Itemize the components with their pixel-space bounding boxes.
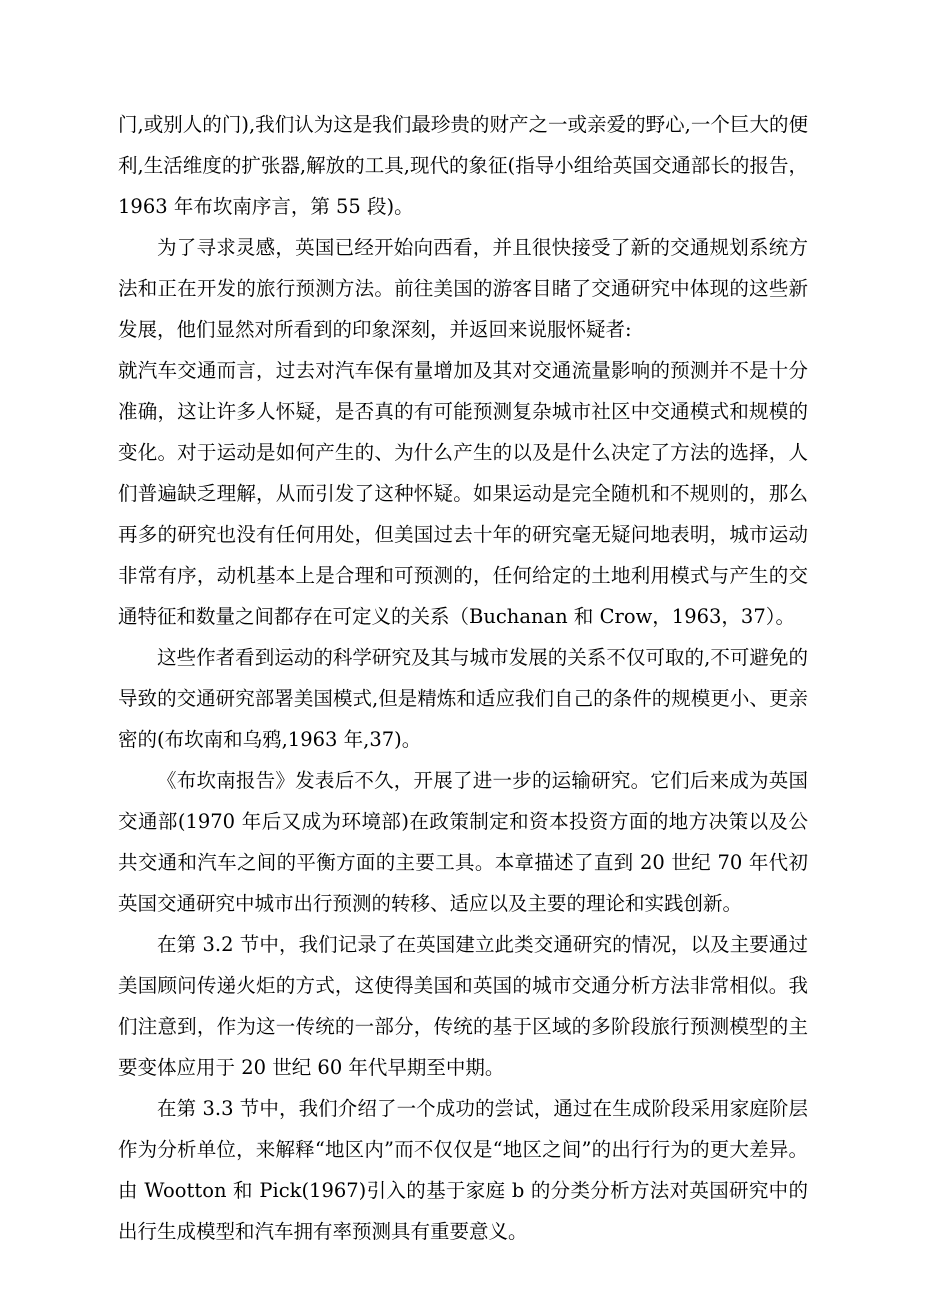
paragraph: 就汽车交通而言，过去对汽车保有量增加及其对交通流量影响的预测并不是十分准确，这让许多人怀疑，是否真的有可能预测复杂城市社区中交通模式和规模的变化。对于运动是如何产生的、为什么产生的以及是什么决定了方法的选择，人们普遍缺乏理解，从而引发了这种怀疑。如果运动是完全随机和不规则的，那么再多的研究也没有任何用处，但美国过去十年的研究毫无疑问地表明，城市运动非常有序，动机基本上是合理和可预测的，任何给定的土地利用模式与产生的交通特征和数量之间都存在可定义的关系（Buchanan 和 Crow，1963，37）。	[118, 359, 808, 628]
paragraph: 门,或别人的门),我们认为这是我们最珍贵的财产之一或亲爱的野心,一个巨大的便利,生活维度的扩张器,解放的工具,现代的象征(指导小组给英国交通部长的报告，1963 年布坎南序言，第 55 段)。	[118, 113, 808, 218]
paragraph: 为了寻求灵感，英国已经开始向西看，并且很快接受了新的交通规划系统方法和正在开发的旅行预测方法。前往美国的游客目睹了交通研究中体现的这些新发展，他们显然对所看到的印象深刻，并返回来说服怀疑者:	[118, 236, 808, 341]
paragraph: 《布坎南报告》发表后不久，开展了进一步的运输研究。它们后来成为英国交通部(1970 年后又成为环境部)在政策制定和资本投资方面的地方决策以及公共交通和汽车之间的平衡方面的主要工具。本章描述了直到 20 世纪 70 年代初英国交通研究中城市出行预测的转移、适应以及主要的理论和实践创新。	[118, 769, 808, 915]
paragraph: 这些作者看到运动的科学研究及其与城市发展的关系不仅可取的,不可避免的导致的交通研究部署美国模式,但是精炼和适应我们自己的条件的规模更小、更亲密的(布坎南和乌鸦,1963 年,37)。	[118, 646, 808, 751]
document-body	[118, 104, 808, 1252]
paragraph: 在第 3.2 节中，我们记录了在英国建立此类交通研究的情况，以及主要通过美国顾问传递火炬的方式，这使得美国和英国的城市交通分析方法非常相似。我们注意到，作为这一传统的一部分，传统的基于区域的多阶段旅行预测模型的主要变体应用于 20 世纪 60 年代早期至中期。	[118, 933, 808, 1079]
paragraph: 在第 3.3 节中，我们介绍了一个成功的尝试，通过在生成阶段采用家庭阶层作为分析单位，来解释“地区内”而不仅仅是“地区之间”的出行行为的更大差异。由 Wootton 和 Pick(1967)引入的基于家庭 b 的分类分析方法对英国研究中的出行生成模型和汽车拥有率预测具有重要意义。	[118, 1097, 808, 1243]
